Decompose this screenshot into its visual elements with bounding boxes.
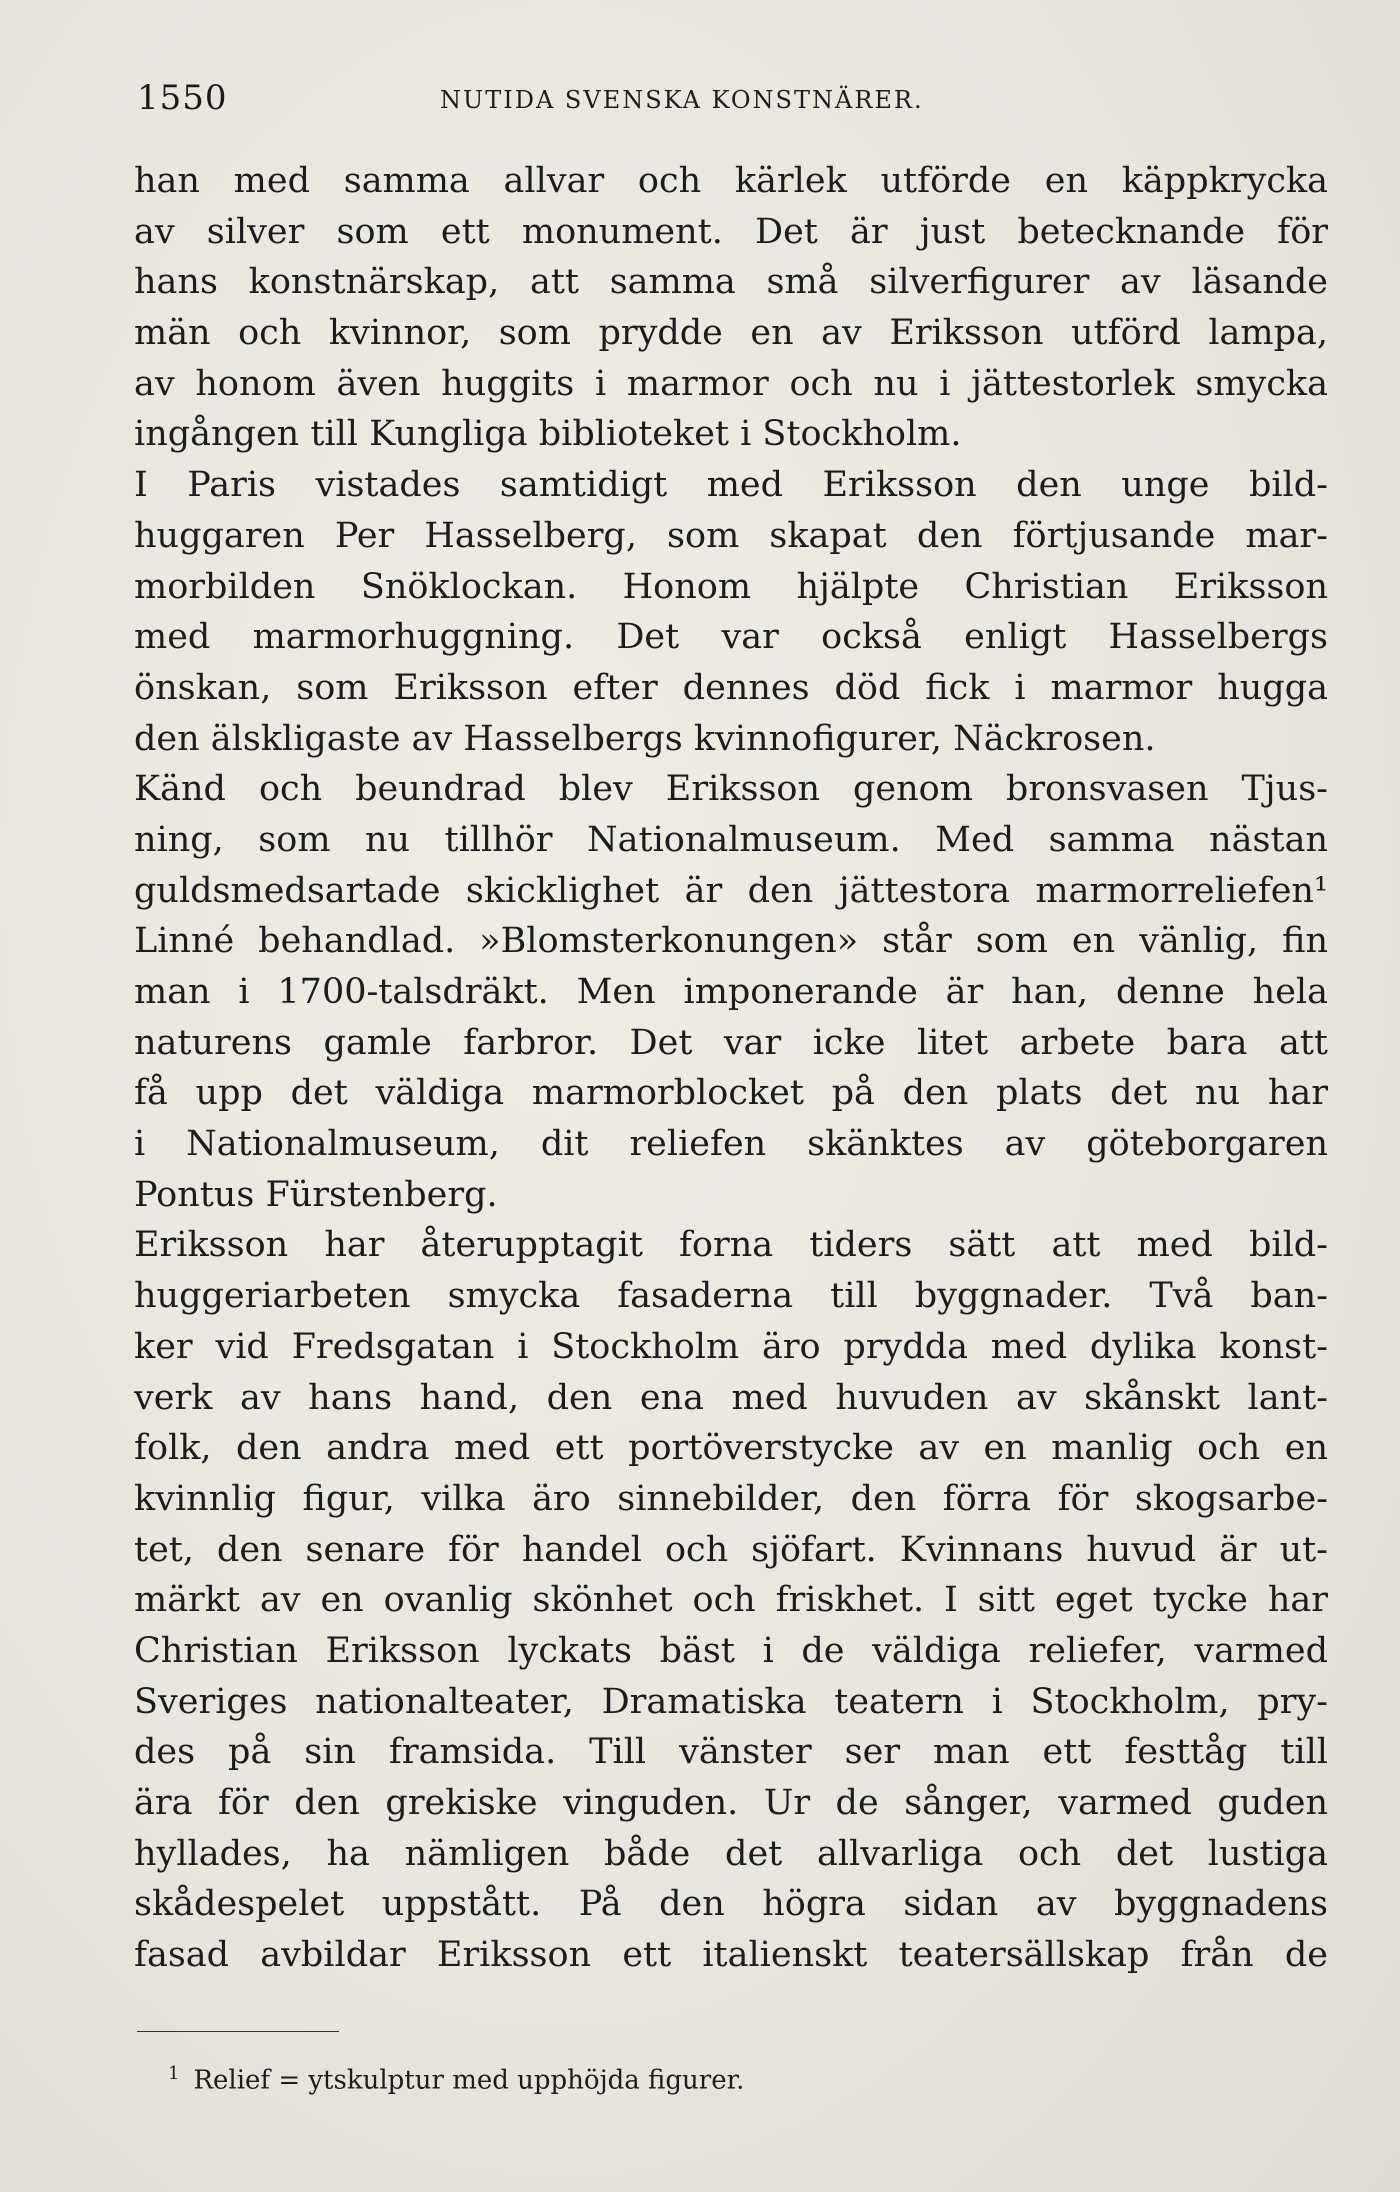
text-line: Känd och beundrad blev Eriksson genom bronsvasen Tjus-	[134, 769, 1328, 810]
text-line: märkt av en ovanlig skönhet och friskhet. I sitt eget tycke har	[134, 1580, 1328, 1621]
text-line: av silver som ett monument. Det är just betecknande för	[134, 211, 1328, 252]
page-number: 1550	[137, 78, 228, 118]
text-line: man i 1700-talsdräkt. Men imponerande är han, denne hela	[134, 972, 1328, 1012]
text-line: guldsmedsartade skicklighet är den jättestora marmorreliefen¹	[134, 870, 1328, 911]
text-line: fasad avbildar Eriksson ett italienskt teatersällskap från de	[134, 1935, 1328, 1976]
text-line: kvinnlig figur, vilka äro sinnebilder, den förra för skogsarbe-	[134, 1478, 1328, 1519]
text-line: Linné behandlad. »Blomsterkonungen» står som en vänlig, fin	[134, 921, 1328, 962]
text-line: ära för den grekiske vinguden. Ur de sånger, varmed guden	[134, 1783, 1328, 1823]
text-line: hans konstnärskap, att samma små silverfigurer av läsande	[134, 262, 1328, 303]
text-line: skådespelet uppstått. På den högra sidan av byggnadens	[134, 1884, 1328, 1925]
text-line: des på sin framsida. Till vänster ser man ett festtåg till	[134, 1732, 1328, 1773]
text-line: ker vid Fredsgatan i Stockholm äro prydda med dylika konst-	[134, 1326, 1328, 1367]
text-line: hyllades, ha nämligen både det allvarliga och det lustiga	[134, 1833, 1328, 1874]
text-line: morbilden Snöklockan. Honom hjälpte Christian Eriksson	[134, 566, 1328, 607]
text-line: få upp det väldiga marmorblocket på den plats det nu har	[134, 1073, 1328, 1114]
text-line: av honom även huggits i marmor och nu i jättestorlek smycka	[134, 363, 1328, 404]
text-line: i Nationalmuseum, dit reliefen skänktes av göteborgaren	[134, 1124, 1328, 1165]
footnote-marker: 1	[168, 2063, 180, 2084]
text-line: med marmorhuggning. Det var också enligt Hasselbergs	[134, 617, 1328, 658]
footnote-divider	[137, 2031, 339, 2032]
text-line: män och kvinnor, som prydde en av Eriksson utförd lampa,	[134, 313, 1328, 354]
text-line: Pontus Fürstenberg.	[134, 1174, 498, 1215]
text-line: naturens gamle farbror. Det var icke litet arbete bara att	[134, 1022, 1328, 1063]
text-line: han med samma allvar och kärlek utförde en käppkrycka	[134, 161, 1328, 201]
footnote	[168, 2063, 744, 2096]
text-line: Sveriges nationalteater, Dramatiska teatern i Stockholm, pry-	[134, 1681, 1328, 1722]
text-line: ingången till Kungliga biblioteket i Stockholm.	[134, 414, 962, 455]
text-line: den älskligaste av Hasselbergs kvinnofigurer, Näckrosen.	[134, 718, 1156, 759]
text-line: tet, den senare för handel och sjöfart. Kvinnans huvud är ut-	[134, 1529, 1328, 1570]
text-line: huggeriarbeten smycka fasaderna till byggnader. Två ban-	[134, 1276, 1328, 1317]
text-line: folk, den andra med ett portöverstycke av en manlig och en	[134, 1428, 1328, 1469]
text-line: önskan, som Eriksson efter dennes död fick i marmor hugga	[134, 667, 1328, 708]
text-line: I Paris vistades samtidigt med Eriksson den unge bild-	[134, 465, 1328, 506]
text-line: huggaren Per Hasselberg, som skapat den förtjusande mar-	[134, 515, 1328, 556]
text-line: ning, som nu tillhör Nationalmuseum. Med samma nästan	[134, 819, 1328, 860]
footnote-text: Relief = ytskulptur med upphöjda figurer.	[193, 2065, 745, 2096]
page-header	[137, 78, 1327, 128]
text-line: Christian Eriksson lyckats bäst i de väldiga reliefer, varmed	[134, 1630, 1328, 1671]
text-line: Eriksson har återupptagit forna tiders sätt att med bild-	[134, 1225, 1328, 1266]
body-text	[134, 156, 1328, 1981]
running-head: NUTIDA SVENSKA KONSTNÄRER.	[440, 86, 924, 114]
text-line: verk av hans hand, den ena med huvuden av skånskt lant-	[134, 1377, 1328, 1418]
